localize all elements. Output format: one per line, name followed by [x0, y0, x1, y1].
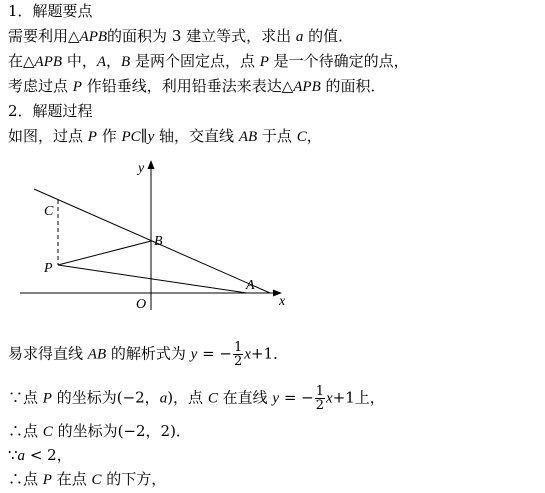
coordinate-figure — [14, 152, 304, 317]
paragraph-vertical-line-method: 考虑过点 P 作铅垂线，利用铅垂法来表达△APB 的面积． — [8, 77, 386, 95]
line-ab — [34, 189, 270, 293]
fraction-one-half: $\frac{1}{2}$ — [234, 340, 243, 369]
segment-pb — [58, 241, 151, 265]
label-p: P — [44, 261, 53, 276]
paragraph-area-condition: 需要利用△APB的面积为 3 建立等式，求出 a 的值． — [8, 27, 354, 45]
label-origin: O — [136, 297, 147, 312]
paragraph-conclusion: ∴点 P 在点 C 的下方， — [8, 470, 167, 488]
fraction-one-half: $\frac{1}{2}$ — [315, 384, 325, 413]
label-c: C — [44, 204, 54, 219]
paragraph-point-c-coordinates: ∴点 C 的坐标为(−2，2)． — [8, 422, 191, 440]
y-axis-arrow — [148, 160, 155, 169]
label-a: A — [246, 278, 255, 293]
label-x: x — [279, 294, 286, 309]
paragraph-line-equation: 易求得直线 AB 的解析式为 y = − $\frac{1}{2}$ x+1． — [8, 340, 289, 369]
paragraph-fixed-points: 在△APB 中，A，B 是两个固定点，点 P 是一个待确定的点， — [8, 52, 409, 70]
label-y: y — [138, 161, 145, 176]
label-b: B — [154, 234, 163, 249]
paragraph-construction: 如图，过点 P 作 PC∥y 轴，交直线 AB 于点 C， — [8, 127, 322, 145]
paragraph-inequality: ∵a < 2， — [8, 446, 72, 464]
heading-key-points: 1．解题要点 — [8, 2, 93, 20]
segment-pa — [58, 265, 247, 293]
heading-solution-process: 2．解题过程 — [8, 102, 93, 120]
paragraph-point-p-coordinates: ∵点 P 的坐标为(−2，a)，点 C 在直线 y = − $\frac{1}{2}$ x+1上， — [8, 384, 385, 413]
